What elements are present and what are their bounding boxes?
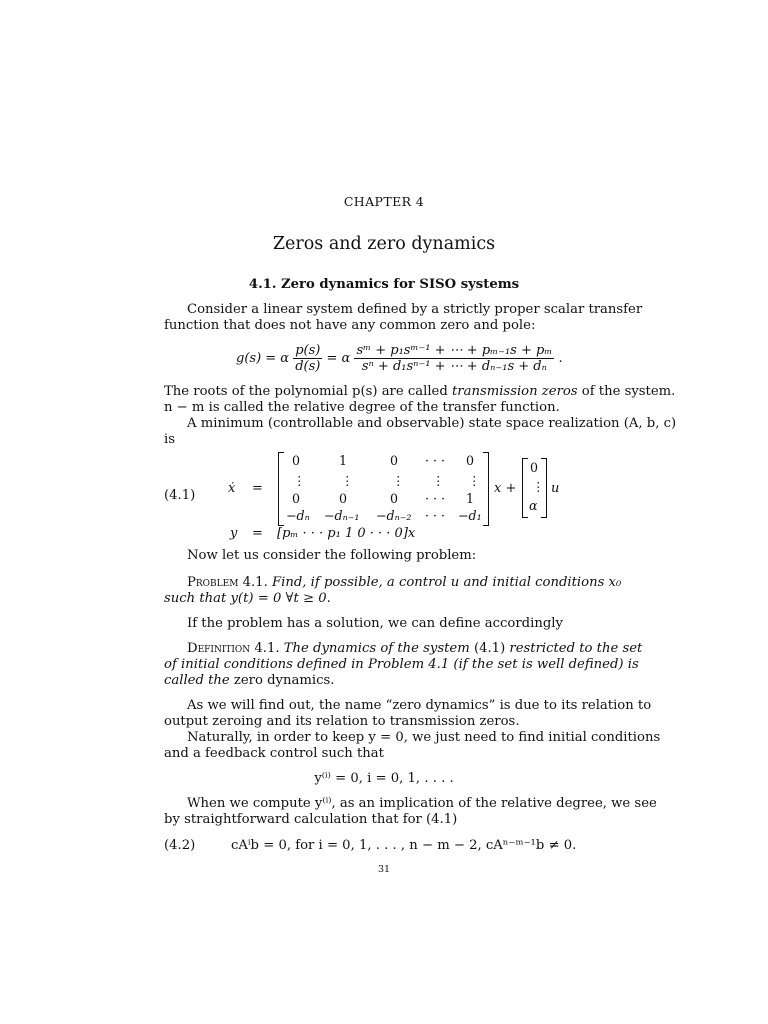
- section-title: Zero dynamics for SISO systems: [281, 277, 520, 292]
- m15: 0: [466, 453, 475, 468]
- eq-g-frac2-num: sᵐ + p₁sᵐ⁻¹ + ⋯ + pₘ₋₁s + pₘ: [356, 343, 553, 358]
- vector-entry-2: ⋮: [532, 479, 545, 494]
- eq41-label: (4.1): [164, 488, 196, 503]
- eq-g-mid: = α: [326, 351, 351, 366]
- m13: 0: [390, 453, 399, 468]
- para5-line4: and a feedback control such that: [164, 746, 384, 761]
- eq41-u: u: [551, 481, 560, 496]
- eq41-y-equals: =: [252, 526, 263, 541]
- definition-text-3: called the: [164, 673, 234, 688]
- para5-line1: As we will find out, the name “zero dynamics” is due to its relation to: [187, 698, 652, 713]
- eq41-x-plus: x +: [494, 481, 517, 496]
- chapter-title: Zeros and zero dynamics: [272, 234, 496, 254]
- definition-head: Definition 4.1.: [187, 641, 280, 656]
- para1-line1: Consider a linear system defined by a strictly proper scalar transfer: [187, 302, 643, 317]
- transmission-zeros-term: transmission zeros: [451, 384, 578, 399]
- m25: ⋮: [468, 473, 481, 488]
- m21: ⋮: [293, 473, 306, 488]
- vector-left-bracket: [522, 458, 528, 518]
- eq-g-fraction-2: [354, 343, 554, 374]
- m22: ⋮: [341, 473, 354, 488]
- eq41-xdot: ẋ: [228, 481, 236, 496]
- m42: −dₙ₋₁: [324, 508, 360, 523]
- eq-g-lhs: g(s) = α: [236, 351, 290, 366]
- eq41-output-row: [pₘ · · · p₁ 1 0 · · · 0]x: [277, 526, 416, 541]
- definition-text-1: The dynamics of the system: [283, 641, 474, 656]
- page-number: 31: [377, 864, 391, 875]
- chapter-label: CHAPTER 4: [343, 194, 425, 209]
- m24: ⋮: [432, 473, 445, 488]
- vector-entry-1: 0: [530, 460, 539, 475]
- para6-line2: by straightforward calculation that for (4.1): [164, 812, 458, 827]
- eq-y-derivatives: y⁽ⁱ⁾ = 0, i = 0, 1, . . . .: [314, 771, 454, 786]
- problem-line2: such that y(t) = 0 ∀t ≥ 0.: [164, 591, 331, 606]
- para5-line3: Naturally, in order to keep y = 0, we just need to find initial conditions: [187, 730, 661, 745]
- eq-g-end: .: [558, 351, 563, 366]
- para2-line1: [164, 384, 675, 400]
- matrix-left-bracket: [278, 452, 284, 526]
- section-heading: [0, 277, 768, 293]
- transfer-function-equation: [236, 343, 563, 374]
- eq41-equals: =: [252, 481, 263, 496]
- para2-line2: n − m is called the relative degree of the transfer function.: [164, 400, 560, 415]
- eq41-y: y: [230, 526, 238, 541]
- para2-line1-text: The roots of the polynomial p(s) are called: [164, 384, 452, 399]
- m35: 1: [466, 491, 475, 506]
- eq-g-frac2-den: sⁿ + d₁sⁿ⁻¹ + ⋯ + dₙ₋₁s + dₙ: [361, 359, 547, 374]
- para2-line1-end: of the system.: [577, 384, 676, 399]
- definition-line3: [164, 673, 334, 689]
- eq42-label: (4.2): [164, 838, 196, 853]
- m44: · · ·: [425, 508, 446, 523]
- eq42-body: cAⁱb = 0, for i = 0, 1, . . . , n − m − 2, cAⁿ⁻ᵐ⁻¹b ≠ 0.: [231, 838, 577, 853]
- m34: · · ·: [425, 491, 446, 506]
- m41: −dₙ: [286, 508, 310, 523]
- eq-g-frac1-num: p(s): [295, 343, 321, 358]
- m45: −d₁: [458, 508, 482, 523]
- para6-line1: When we compute y⁽ⁱ⁾, as an implication of the relative degree, we see: [187, 796, 657, 811]
- para5-line2: output zeroing and its relation to transmission zeros.: [164, 714, 520, 729]
- para1-line2: function that does not have any common zero and pole:: [164, 318, 536, 333]
- definition-ref: (4.1): [473, 641, 506, 656]
- matrix-right-bracket: [483, 452, 489, 526]
- eq-g-frac1-den: d(s): [295, 359, 321, 374]
- definition-line2: of initial conditions defined in Problem 4.1 (if the set is well defined) is: [164, 657, 639, 672]
- m32: 0: [339, 491, 348, 506]
- problem-line1: [187, 575, 621, 591]
- zero-dynamics-term: zero dynamics.: [233, 673, 335, 688]
- m31: 0: [292, 491, 301, 506]
- problem-text-1: Find, if possible, a control u and initial conditions x₀: [271, 575, 622, 590]
- para4: If the problem has a solution, we can define accordingly: [187, 616, 563, 631]
- m23: ⋮: [392, 473, 405, 488]
- para2-line3: A minimum (controllable and observable) state space realization (A, b, c): [187, 416, 677, 431]
- eq-g-fraction-1: [293, 343, 322, 374]
- definition-line1: [187, 641, 642, 657]
- m33: 0: [390, 491, 399, 506]
- vector-entry-3: α: [529, 498, 538, 513]
- problem-head: Problem 4.1.: [187, 575, 268, 590]
- m14: · · ·: [425, 453, 446, 468]
- definition-text-1-end: restricted to the set: [505, 641, 643, 656]
- m12: 1: [339, 453, 348, 468]
- section-number: 4.1.: [248, 277, 277, 292]
- m43: −dₙ₋₂: [376, 508, 412, 523]
- para3: Now let us consider the following problem:: [187, 548, 477, 563]
- m11: 0: [292, 453, 301, 468]
- para2-line4: is: [164, 432, 175, 447]
